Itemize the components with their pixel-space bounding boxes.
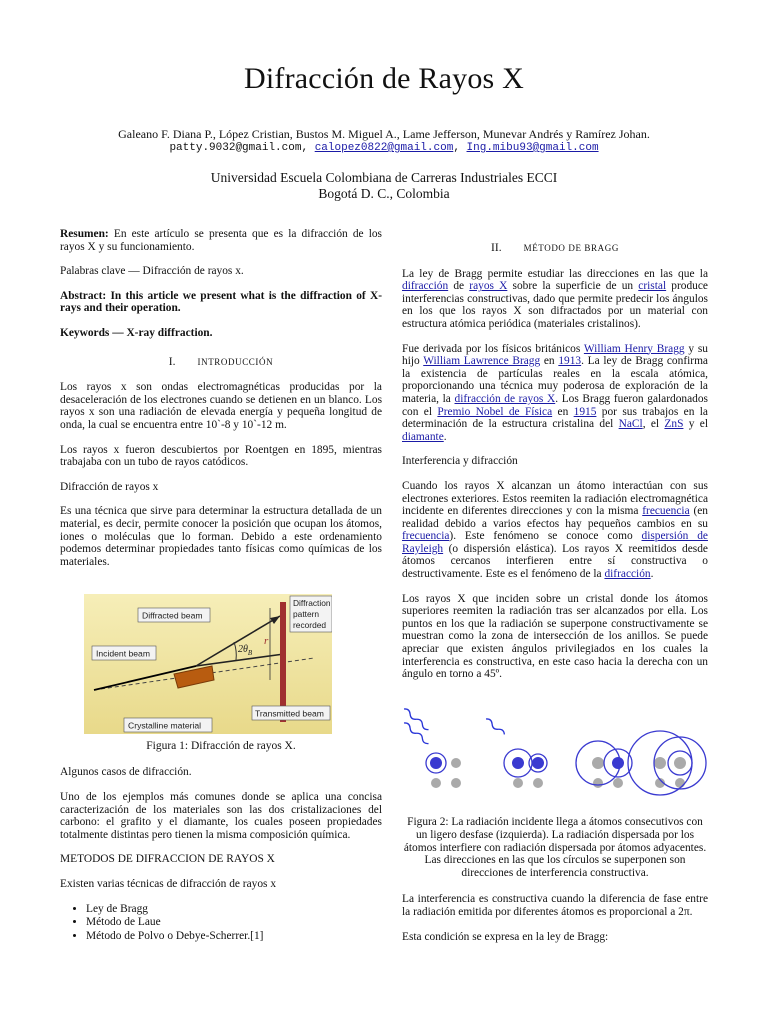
palabras-clave: Palabras clave — Difracción de rayos x. [60,265,244,278]
figure-1-diffraction-diagram [84,594,332,734]
link-frecuencia[interactable]: frecuencia [402,530,450,543]
angle-label: $2\theta_B$ [238,644,253,658]
affiliation [0,170,768,202]
author-emails [0,142,768,154]
atom-grid-4 [628,731,706,795]
r-label: r [264,635,269,648]
resumen-text: En este artículo se presenta que es la difracción de los rayos X y su funcionamiento. [60,228,382,253]
resumen-paragraph [60,228,382,253]
resumen-label: Resumen: [60,228,109,240]
intro-paragraph-2: Los rayos x fueron descubiertos por Roentgen en 1895, mientras trabajaba con un tubo de rayos catódicos. [60,443,382,469]
section-number: II. [491,242,502,254]
crystalline-material-label: Crystalline material [128,720,202,731]
pattern-label-1: Diffraction [293,598,331,609]
section-title: INTRODUCCIÓN [197,356,274,367]
email-separator: , [453,142,460,154]
link-difraccion[interactable]: difracción [604,568,651,581]
pattern-label-3: recorded [293,620,327,631]
paper-title: Difracción de Rayos X [244,62,524,95]
atom-grid-1 [426,753,461,788]
ley-bragg-condicion: Esta condición se expresa en la ley de Bragg: [402,930,609,943]
casos-difraccion: Algunos casos de difracción. [60,766,192,779]
incident-beam-label: Incident beam [96,648,150,659]
link-difraccion-rayos-x[interactable]: difracción de rayos X [454,392,556,405]
atom-grid-3 [576,741,632,788]
email-2-link[interactable]: calopez0822@gmail.com [314,142,454,154]
keywords-paragraph: Keywords — X-ray diffraction. [60,326,213,339]
wave-icon [403,707,506,745]
email-1: patty.9032@gmail.com [169,142,302,154]
link-diamante[interactable]: diamante [402,430,444,443]
intro-paragraph-3: Es una técnica que sirve para determinar la estructura detallada de un material, es decir, permite conocer la posición que ocupan los átomos, iones o moléculas que lo forman. Debido a este ordenamiento podemos determinar propiedades tanto físicas como químicas de los materiales. [60,505,382,568]
affiliation-location: Bogotá D. C., Colombia [318,186,450,201]
intro-paragraph-1: Los rayos x son ondas electromagnéticas producidas por la desaceleración de los electrones cuando se detienen en un blanco. Los rayos x son una radiación de elevada energía y pequeña longitud de onda, la cual se encuentra entre 10`-8 y 10`-12 m. [60,381,382,431]
section-heading-bragg [402,242,708,255]
pattern-label-2: pattern [293,609,320,620]
link-1915[interactable]: 1915 [573,405,597,418]
figure-2-interference-diagram [402,699,708,809]
abstract-paragraph: Abstract: In this article we present what is the diffraction of X-rays and their operation. [60,289,382,315]
film-plate [280,602,286,722]
diffracted-beam-label: Diffracted beam [142,610,203,621]
ejemplos-paragraph: Uno de los ejemplos más comunes donde se aplica una concisa caracterización de los materiales son las dos cristalizaciones del carbono: el grafito y el diamante, los cuales poseen propiedades totalmente distintas pero tienen la misma composición química. [60,791,382,841]
section-title: MÉTODO DE BRAGG [523,243,619,253]
email-separator: , [301,142,309,154]
interferencia-paragraph: Cuando los rayos X alcanzan un átomo interactúan con sus electrones exteriores. Estos reemiten la radiación electromagnética incidente en diferentes direcciones y con la misma frecuencia (en realidad debido a varios efectos hay pequeños cambios en su frecuencia). Este fenómeno se conoce como dispersión de Rayleigh (o dispersión elástica). Los rayos X reemitidos desde átomos cercanos interfieren entre sí constructiva o destructivamente. Este es el fenómeno de la difracción. [402,479,708,581]
bragg-paragraph-1: La ley de Bragg permite estudiar las direcciones en las que la difracción de rayos X sobre la superficie de un cristal produce interferencias constructivas, dado que permite predecir los ángulos en los que los rayos X son difractados por un material con estructura atómica periódica (materiales cristalinos). [402,267,708,330]
email-3-link[interactable]: Ing.mibu93@gmail.com [466,142,599,154]
interferencia-constructiva-paragraph: La interferencia es constructiva cuando la diferencia de fase entre la radiación emitida por diferentes átomos es proporcional a 2π. [402,893,708,918]
cristal-paragraph: Los rayos X que inciden sobre un cristal donde los átomos superiores reemiten la radiación tras ser alcanzados por ella. Los puntos en los que la radiación se superpone constructivamente se muestran como la zona de intersección de los anillos. Se puede apreciar que existen ángulos privilegiados en los cuales la interferencia es constructiva, en este caso hacia la derecha con un ángulo en torno a 45º. [402,592,708,681]
left-column [60,228,382,943]
link-1913[interactable]: 1913 [558,355,582,368]
subheading-difraccion: Difracción de rayos x [60,480,159,493]
link-dispersion-rayleigh[interactable]: dispersión de Rayleigh [402,530,708,555]
link-nacl[interactable]: NaCl [618,418,643,431]
link-william-lawrence-bragg[interactable]: William Lawrence Bragg [423,355,541,368]
link-cristal[interactable]: cristal [638,280,667,293]
bragg-paragraph-2: Fue derivada por los físicos británicos William Henry Bragg y su hijo William Lawrence Bragg en 1913. La ley de Bragg confirma la existencia de partículas reales en la escala atómica, proporcionando una técnica muy poderosa de exploración de la materia, la difracción de rayos X. Los Bragg fueron galardonados con el Premio Nobel de Física en 1915 por sus trabajos en la determinación de la estructura cristalina del NaCl, el ZnS y el diamante. [402,342,709,443]
affiliation-institution: Universidad Escuela Colombiana de Carreras Industriales ECCI [210,170,558,185]
methods-list [60,903,382,943]
tecnicas-paragraph: Existen varias técnicas de difracción de rayos x [60,878,277,891]
link-william-henry-bragg[interactable]: William Henry Bragg [583,342,685,355]
list-item: • Método de Polvo o Debye-Scherrer.[1] [86,930,382,943]
atom-grid-2 [504,749,547,788]
link-zns[interactable]: ZnS [664,418,684,431]
right-column [402,242,708,955]
transmitted-beam-label: Transmitted beam [255,708,324,719]
figure-1-caption: Figura 1: Difracción de rayos X. [146,739,296,752]
link-premio-nobel[interactable]: Premio Nobel de Física [437,405,553,418]
link-rayos-x[interactable]: rayos X [469,280,508,293]
subheading-interferencia: Interferencia y difracción [402,455,518,468]
list-item: • Método de Laue [86,916,382,929]
metodos-heading: METODOS DE DIFRACCION DE RAYOS X [60,853,275,866]
link-frecuencia[interactable]: frecuencia [642,505,690,518]
section-heading-intro [60,356,382,369]
link-difraccion[interactable]: difracción [402,280,449,293]
authors: Galeano F. Diana P., López Cristian, Bustos M. Miguel A., Lame Jefferson, Munevar Andrés y Ramírez Johan. [118,127,650,141]
section-number: I. [168,355,176,368]
list-item: • Ley de Bragg [86,903,382,916]
figure-2-caption: Figura 2: La radiación incidente llega a átomos consecutivos con un ligero desfase (izquierda). La radiación dispersada por los átomos interfiere con radiación dispersada por átomos adyacentes. Las direcciones en las que los círculos se superponen son direcciones de interferencia constructiva. [403,816,707,879]
